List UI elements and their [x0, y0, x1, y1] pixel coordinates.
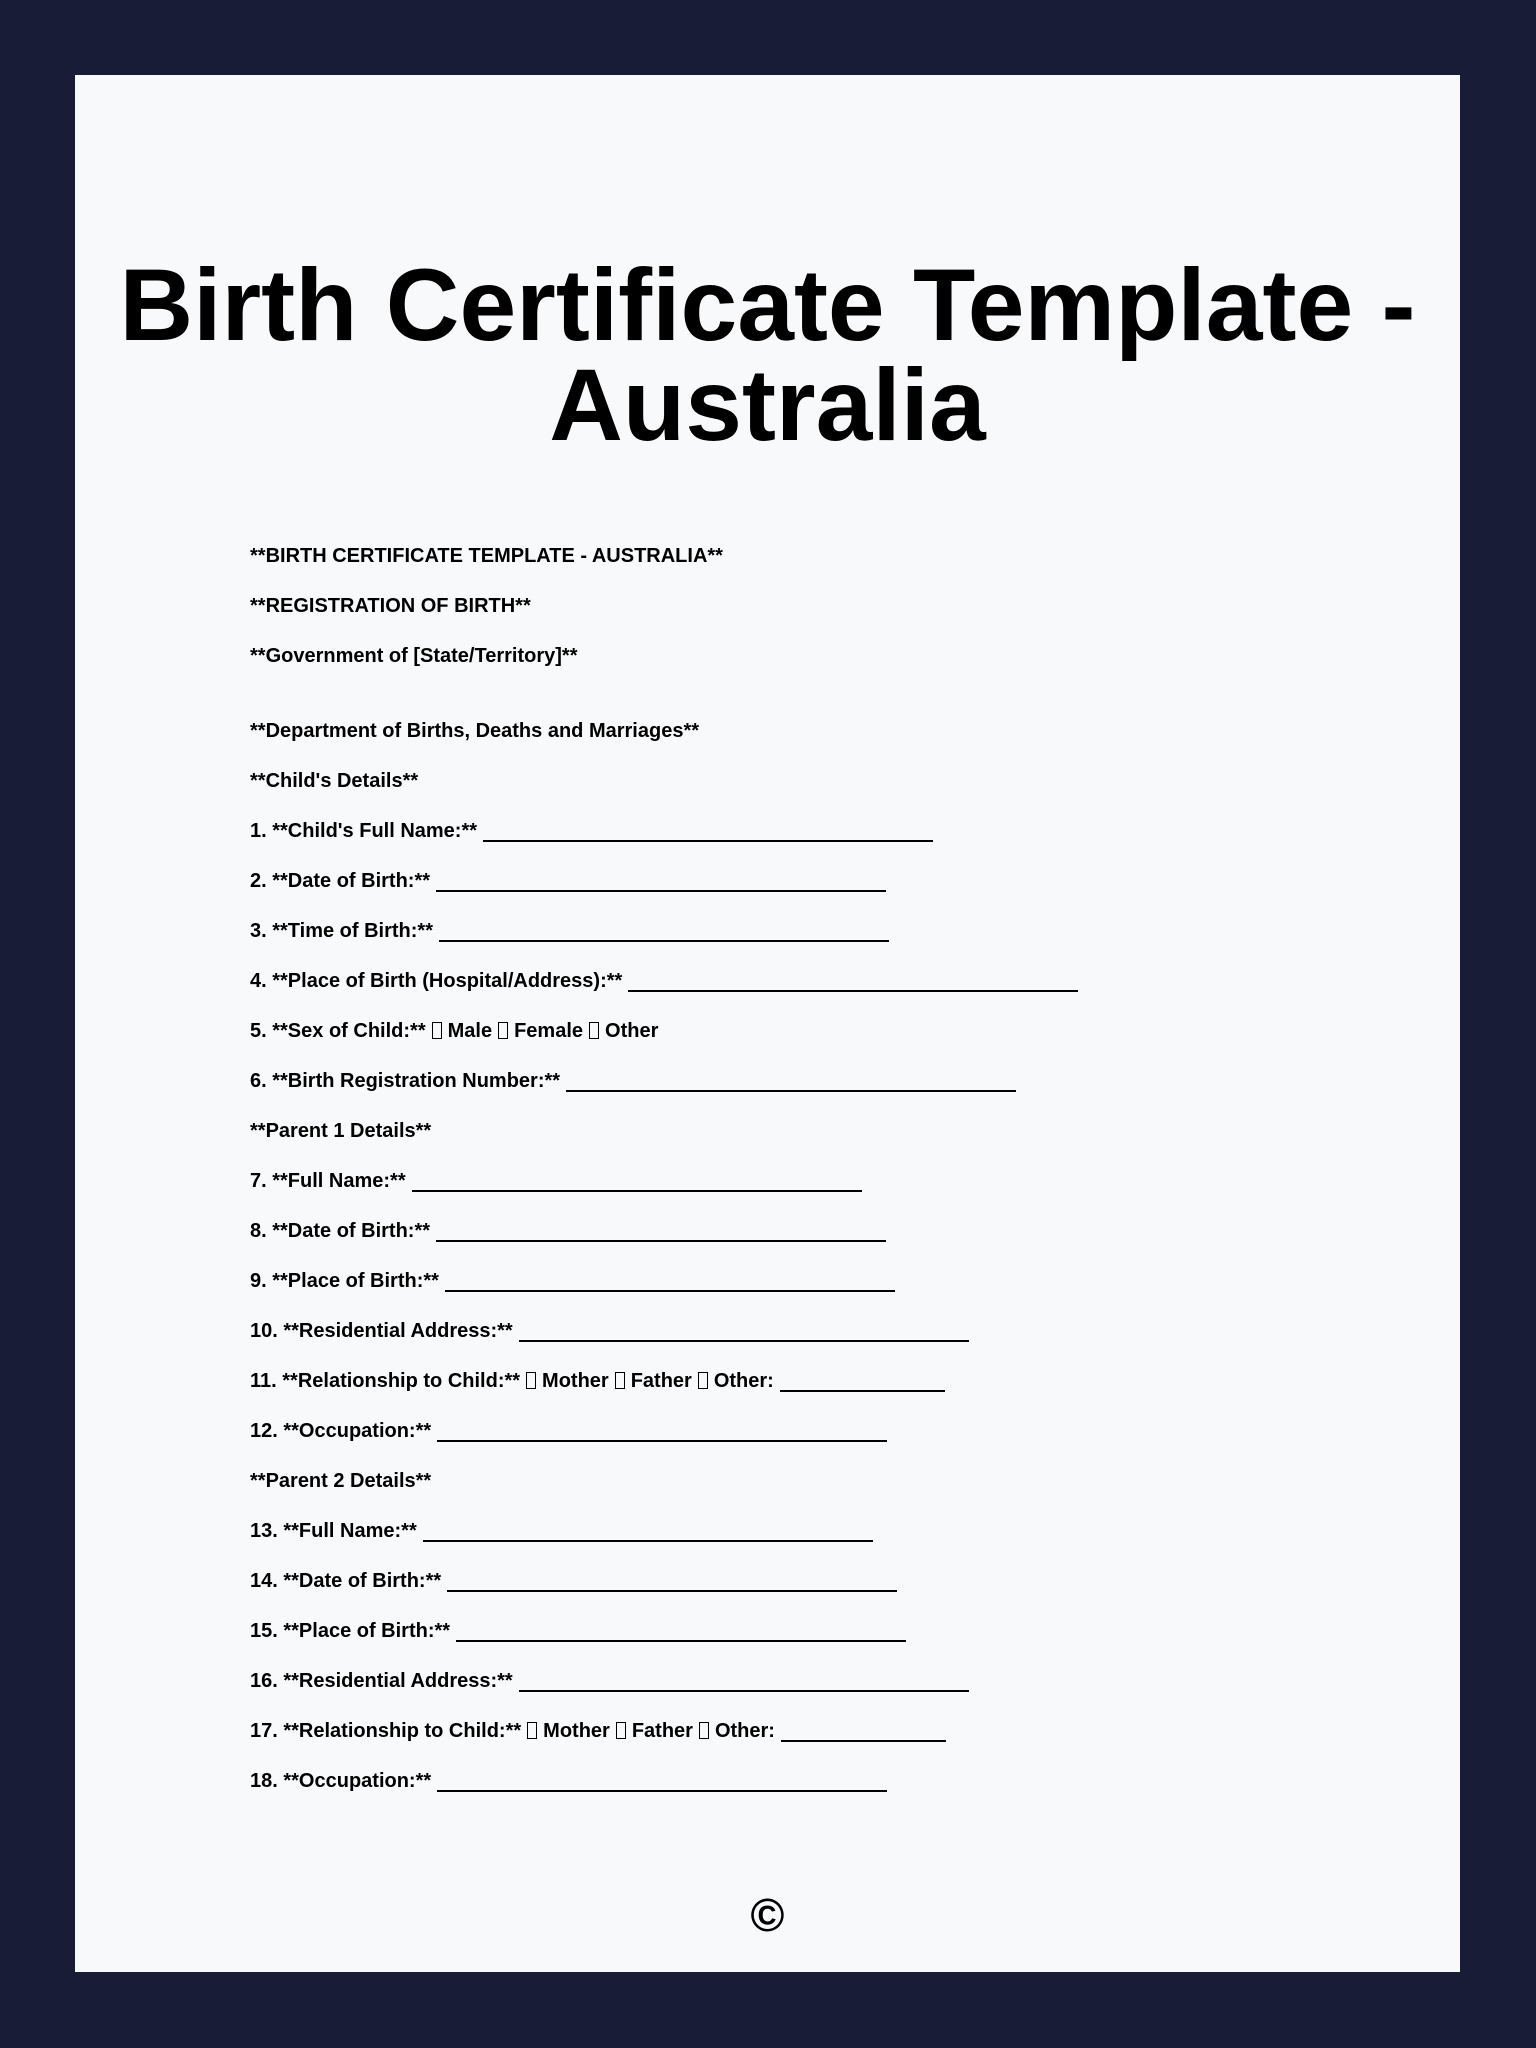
checkbox-father[interactable]	[616, 1722, 626, 1739]
time-of-birth-blank[interactable]	[439, 920, 889, 942]
field-parent1-full-name	[250, 1170, 1350, 1220]
field-label: 18. **Occupation:**	[250, 1770, 432, 1792]
field-place-of-birth	[250, 970, 1350, 1020]
section-heading-child: **Child's Details**	[250, 770, 419, 792]
field-label: 1. **Child's Full Name:**	[250, 820, 478, 842]
form-body	[250, 545, 1350, 1820]
option-label: Other:	[714, 1720, 775, 1742]
checkbox-other[interactable]	[699, 1722, 709, 1739]
field-label: 13. **Full Name:**	[250, 1520, 417, 1542]
parent2-residential-address-blank[interactable]	[519, 1670, 969, 1692]
checkbox-other[interactable]	[589, 1022, 599, 1039]
childs-full-name-blank[interactable]	[483, 820, 933, 842]
parent1-place-of-birth-blank[interactable]	[445, 1270, 895, 1292]
field-label: 6. **Birth Registration Number:**	[250, 1070, 561, 1092]
field-label: 17. **Relationship to Child:**	[250, 1720, 522, 1742]
field-parent1-date-of-birth	[250, 1220, 1350, 1270]
place-of-birth-blank[interactable]	[628, 970, 1078, 992]
option-label: Father	[630, 1370, 692, 1392]
field-parent1-occupation	[250, 1420, 1350, 1470]
field-label: 14. **Date of Birth:**	[250, 1570, 442, 1592]
certificate-page	[75, 75, 1460, 1972]
header-line: **Department of Births, Deaths and Marriages**	[250, 720, 700, 742]
checkbox-mother[interactable]	[527, 1722, 537, 1739]
section-heading-parent-1: **Parent 1 Details**	[250, 1120, 432, 1142]
parent2-place-of-birth-blank[interactable]	[456, 1620, 906, 1642]
header-line: **REGISTRATION OF BIRTH**	[250, 595, 531, 617]
parent2-full-name-blank[interactable]	[423, 1520, 873, 1542]
option-label: Female	[514, 1020, 584, 1042]
relationship-other-blank[interactable]	[780, 1370, 945, 1392]
field-label: 8. **Date of Birth:**	[250, 1220, 431, 1242]
field-parent2-date-of-birth	[250, 1570, 1350, 1620]
field-parent2-occupation	[250, 1770, 1350, 1820]
field-parent1-relationship	[250, 1370, 1350, 1420]
parent1-residential-address-blank[interactable]	[519, 1320, 969, 1342]
field-birth-registration-number	[250, 1070, 1350, 1120]
parent2-occupation-blank[interactable]	[437, 1770, 887, 1792]
field-parent2-place-of-birth	[250, 1620, 1350, 1670]
field-label: 16. **Residential Address:**	[250, 1670, 513, 1692]
checkbox-female[interactable]	[498, 1022, 508, 1039]
field-label: 7. **Full Name:**	[250, 1170, 406, 1192]
option-label: Male	[447, 1020, 493, 1042]
checkbox-male[interactable]	[432, 1022, 442, 1039]
parent1-occupation-blank[interactable]	[437, 1420, 887, 1442]
field-label: 4. **Place of Birth (Hospital/Address):**	[250, 970, 623, 992]
parent2-date-of-birth-blank[interactable]	[447, 1570, 897, 1592]
field-label: 3. **Time of Birth:**	[250, 920, 433, 942]
date-of-birth-blank[interactable]	[436, 870, 886, 892]
checkbox-father[interactable]	[615, 1372, 625, 1389]
relationship-other-blank[interactable]	[781, 1720, 946, 1742]
field-time-of-birth	[250, 920, 1350, 970]
field-parent2-relationship	[250, 1720, 1350, 1770]
option-label: Father	[631, 1720, 693, 1742]
section-heading-parent-2: **Parent 2 Details**	[250, 1470, 432, 1492]
field-parent1-residential-address	[250, 1320, 1350, 1370]
field-childs-full-name	[250, 820, 1350, 870]
option-label: Mother	[543, 1720, 610, 1742]
field-label: 15. **Place of Birth:**	[250, 1620, 451, 1642]
field-label: 9. **Place of Birth:**	[250, 1270, 439, 1292]
field-date-of-birth	[250, 870, 1350, 920]
field-parent2-full-name	[250, 1520, 1350, 1570]
option-label: Other	[605, 1020, 659, 1042]
page-title: Birth Certificate Template - Australia	[119, 248, 1416, 462]
birth-registration-number-blank[interactable]	[566, 1070, 1016, 1092]
field-sex-of-child	[250, 1020, 1350, 1070]
field-label: 2. **Date of Birth:**	[250, 870, 431, 892]
field-parent1-place-of-birth	[250, 1270, 1350, 1320]
option-label: Other:	[713, 1370, 774, 1392]
copyright-icon: ©	[750, 1889, 785, 1941]
field-label: 10. **Residential Address:**	[250, 1320, 513, 1342]
header-line: **Government of [State/Territory]**	[250, 645, 578, 667]
field-label: 5. **Sex of Child:**	[250, 1020, 426, 1042]
field-label: 12. **Occupation:**	[250, 1420, 432, 1442]
checkbox-mother[interactable]	[526, 1372, 536, 1389]
parent1-full-name-blank[interactable]	[412, 1170, 862, 1192]
checkbox-other[interactable]	[698, 1372, 708, 1389]
header-line: **BIRTH CERTIFICATE TEMPLATE - AUSTRALIA**	[250, 545, 723, 567]
field-parent2-residential-address	[250, 1670, 1350, 1720]
option-label: Mother	[542, 1370, 609, 1392]
parent1-date-of-birth-blank[interactable]	[436, 1220, 886, 1242]
field-label: 11. **Relationship to Child:**	[250, 1370, 521, 1392]
